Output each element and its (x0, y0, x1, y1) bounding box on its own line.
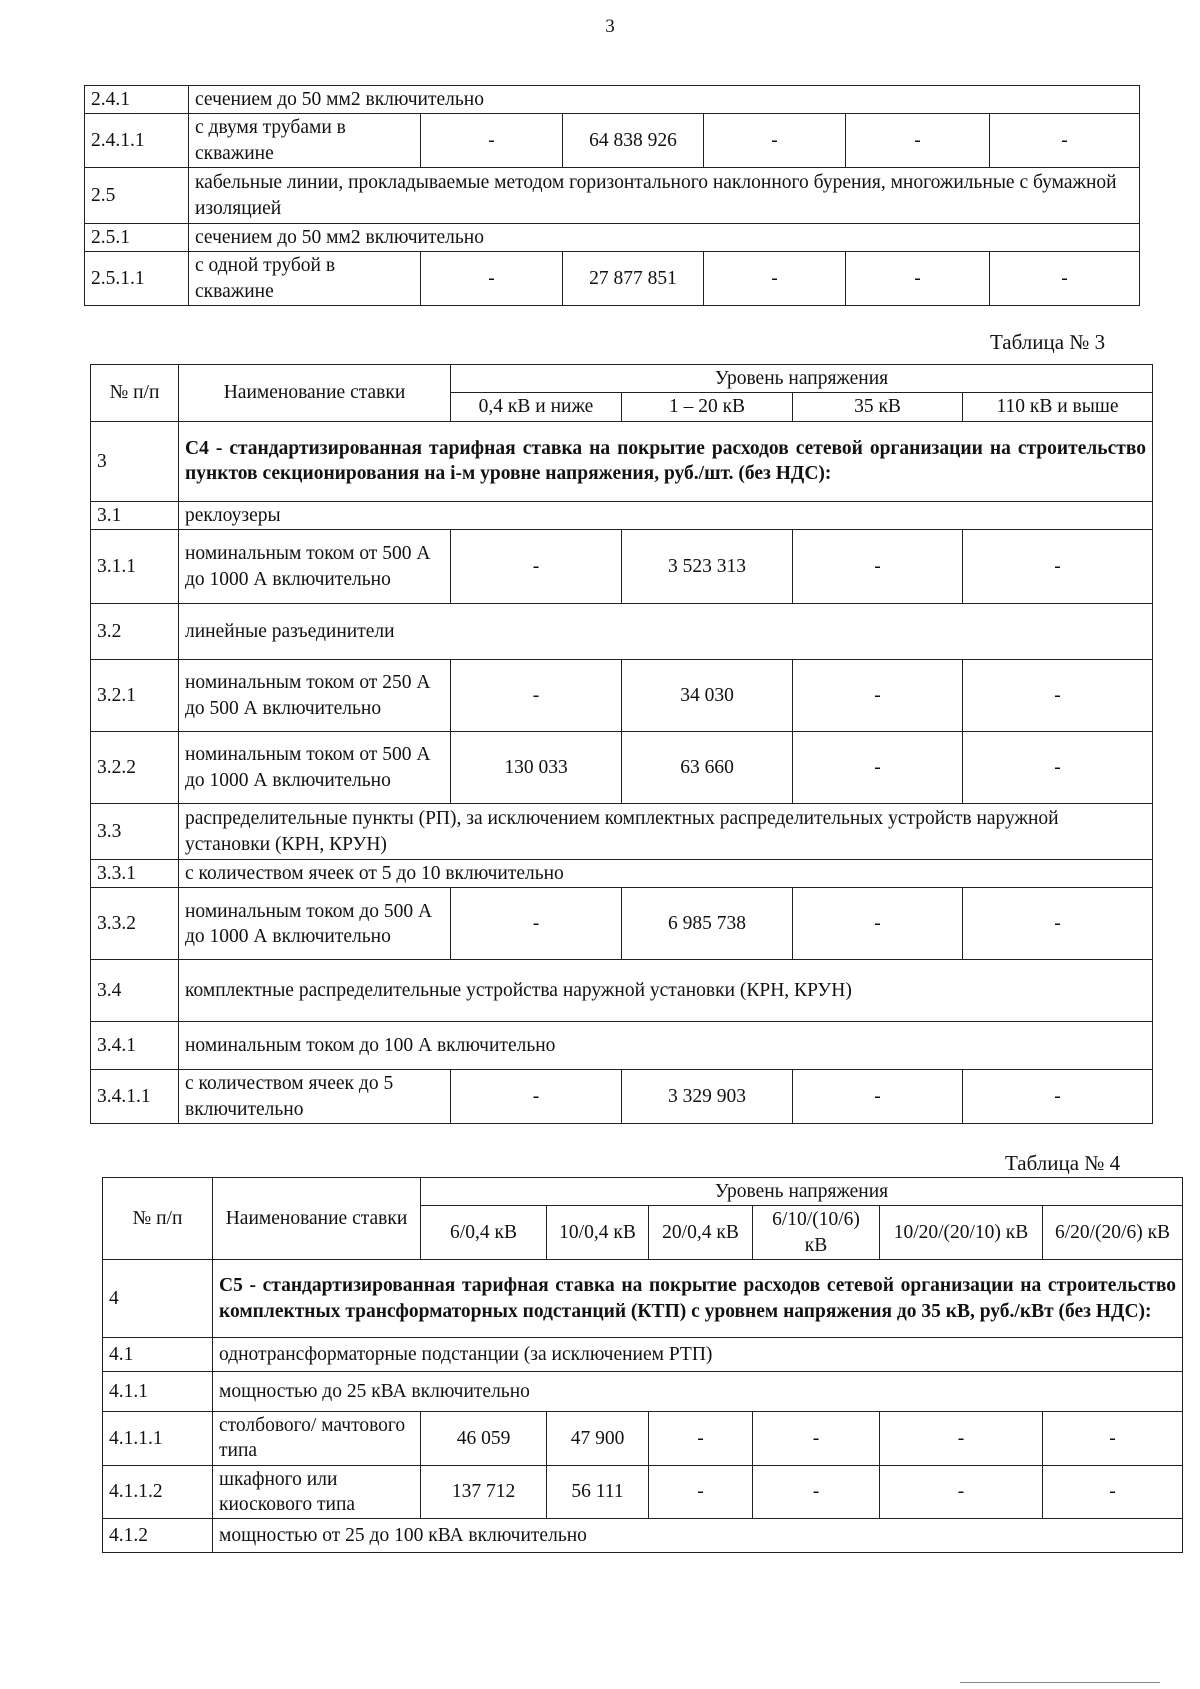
rate-name: номинальным током от 250 А до 500 А включительно (179, 660, 451, 732)
rate-value: - (846, 114, 990, 168)
header-level: 20/0,4 кВ (649, 1206, 753, 1260)
table-row (103, 1260, 1183, 1338)
table-row (85, 252, 1140, 306)
rate-value: 34 030 (622, 660, 793, 732)
header-level: 10/0,4 кВ (547, 1206, 649, 1260)
rate-value: - (793, 530, 963, 604)
table-4 (102, 1177, 1183, 1553)
row-number: 4.1.2 (103, 1519, 213, 1553)
rate-value: 130 033 (451, 732, 622, 804)
row-number: 2.4.1.1 (85, 114, 189, 168)
rate-name: однотрансформаторные подстанции (за исключением РТП) (213, 1338, 1183, 1372)
header-voltage-level: Уровень напряжения (421, 1178, 1183, 1206)
rate-value: - (846, 252, 990, 306)
row-number: 4.1 (103, 1338, 213, 1372)
rate-value: 3 329 903 (622, 1070, 793, 1124)
rate-name: номинальным током от 500 А до 1000 А включительно (179, 530, 451, 604)
header-level: 6/0,4 кВ (421, 1206, 547, 1260)
rate-value: - (963, 732, 1153, 804)
table-row (91, 530, 1153, 604)
row-number: 2.5.1 (85, 224, 189, 252)
rate-name: номинальным током от 500 А до 1000 А включительно (179, 732, 451, 804)
header-level: 6/20/(20/6) кВ (1043, 1206, 1183, 1260)
rate-value: 56 111 (547, 1465, 649, 1519)
rate-value: - (451, 888, 622, 960)
row-number: 3.2 (91, 604, 179, 660)
row-number: 3.3.1 (91, 860, 179, 888)
row-number: 2.5.1.1 (85, 252, 189, 306)
row-number: 3.4.1.1 (91, 1070, 179, 1124)
rate-title: С4 - стандартизированная тарифная ставка на покрытие расходов сетевой организации на строительство пунктов секционирования на i-м уровне напряжения, руб./шт. (без НДС): (179, 421, 1153, 501)
row-number: 3.3.2 (91, 888, 179, 960)
row-number: 3.1.1 (91, 530, 179, 604)
rate-value: - (649, 1465, 753, 1519)
rate-value: - (963, 888, 1153, 960)
table-row (91, 732, 1153, 804)
header-level: 6/10/(10/6) кВ (753, 1206, 880, 1260)
rate-value: 46 059 (421, 1412, 547, 1466)
rate-name: реклоузеры (179, 501, 1153, 529)
rate-name: с двумя трубами в скважине (189, 114, 421, 168)
row-number: 4.1.1.1 (103, 1412, 213, 1466)
table-row (103, 1412, 1183, 1466)
table-row (103, 1372, 1183, 1412)
rate-value: 63 660 (622, 732, 793, 804)
rate-value: - (451, 1070, 622, 1124)
table-row (91, 660, 1153, 732)
footer-rule (960, 1682, 1160, 1683)
rate-value: - (649, 1412, 753, 1466)
rate-name: номинальным током до 500 А до 1000 А включительно (179, 888, 451, 960)
rate-name: номинальным током до 100 А включительно (179, 1022, 1153, 1070)
row-number: 3.3 (91, 804, 179, 860)
rate-value: - (1043, 1465, 1183, 1519)
rate-value: 27 877 851 (563, 252, 704, 306)
rate-name: с одной трубой в скважине (189, 252, 421, 306)
row-number: 4.1.1.2 (103, 1465, 213, 1519)
header-level: 10/20/(20/10) кВ (880, 1206, 1043, 1260)
table-row (91, 1070, 1153, 1124)
header-level: 35 кВ (793, 393, 963, 421)
rate-value: - (753, 1465, 880, 1519)
table-row (91, 501, 1153, 529)
rate-name: столбового/ мачтового типа (213, 1412, 421, 1466)
header-name: Наименование ставки (213, 1178, 421, 1260)
rate-value: 64 838 926 (563, 114, 704, 168)
rate-value: - (963, 1070, 1153, 1124)
table-2-continued (84, 85, 1140, 306)
rate-name: распределительные пункты (РП), за исключением комплектных распределительных устройств наружной установки (КРН, КРУН) (179, 804, 1153, 860)
table-row (85, 168, 1140, 224)
table-3 (90, 364, 1153, 1124)
rate-value: - (990, 252, 1140, 306)
rate-value: - (793, 732, 963, 804)
rate-value: - (704, 114, 846, 168)
rate-value: - (753, 1412, 880, 1466)
row-number: 3 (91, 421, 179, 501)
rate-value: 47 900 (547, 1412, 649, 1466)
rate-name: мощностью до 25 кВА включительно (213, 1372, 1183, 1412)
rate-value: 6 985 738 (622, 888, 793, 960)
table-row (103, 1465, 1183, 1519)
rate-value: - (1043, 1412, 1183, 1466)
table-row (91, 960, 1153, 1022)
rate-value: - (793, 660, 963, 732)
rate-value: - (880, 1465, 1043, 1519)
page-number: 3 (605, 16, 615, 37)
header-voltage-level: Уровень напряжения (451, 365, 1153, 393)
rate-value: - (963, 660, 1153, 732)
table-row (85, 86, 1140, 114)
rate-name: линейные разъединители (179, 604, 1153, 660)
rate-value: 137 712 (421, 1465, 547, 1519)
rate-name: мощностью от 25 до 100 кВА включительно (213, 1519, 1183, 1553)
table-4-caption: Таблица № 4 (1005, 1151, 1121, 1175)
table-row (91, 804, 1153, 860)
row-number: 3.2.1 (91, 660, 179, 732)
rate-title: С5 - стандартизированная тарифная ставка на покрытие расходов сетевой организации на строительство комплектных трансформаторных подстанций (КТП) с уровнем напряжения до 35 кВ, руб./кВт (без НДС): (213, 1260, 1183, 1338)
table-row (91, 860, 1153, 888)
rate-name: сечением до 50 мм2 включительно (189, 86, 1140, 114)
rate-value: - (990, 114, 1140, 168)
row-number: 3.2.2 (91, 732, 179, 804)
header-level: 1 – 20 кВ (622, 393, 793, 421)
table-row (91, 604, 1153, 660)
rate-name: с количеством ячеек до 5 включительно (179, 1070, 451, 1124)
rate-name: комплектные распределительные устройства наружной установки (КРН, КРУН) (179, 960, 1153, 1022)
rate-value: 3 523 313 (622, 530, 793, 604)
rate-name: шкафного или киоскового типа (213, 1465, 421, 1519)
rate-value: - (793, 888, 963, 960)
header-num: № п/п (91, 365, 179, 422)
table-row (103, 1519, 1183, 1553)
header-level: 110 кВ и выше (963, 393, 1153, 421)
table-row (91, 421, 1153, 501)
row-number: 3.4 (91, 960, 179, 1022)
rate-name: кабельные линии, прокладываемые методом горизонтального наклонного бурения, многожильные с бумажной изоляцией (189, 168, 1140, 224)
rate-value: - (963, 530, 1153, 604)
table-3-caption: Таблица № 3 (990, 330, 1106, 354)
row-number: 4.1.1 (103, 1372, 213, 1412)
table-row (85, 224, 1140, 252)
rate-value: - (451, 530, 622, 604)
header-level: 0,4 кВ и ниже (451, 393, 622, 421)
rate-value: - (880, 1412, 1043, 1466)
rate-value: - (421, 252, 563, 306)
table-row (103, 1338, 1183, 1372)
row-number: 2.5 (85, 168, 189, 224)
rate-value: - (793, 1070, 963, 1124)
header-num: № п/п (103, 1178, 213, 1260)
rate-value: - (451, 660, 622, 732)
table-row (91, 888, 1153, 960)
rate-value: - (421, 114, 563, 168)
row-number: 4 (103, 1260, 213, 1338)
header-name: Наименование ставки (179, 365, 451, 422)
rate-value: - (704, 252, 846, 306)
table-row (85, 114, 1140, 168)
table-row (91, 1022, 1153, 1070)
row-number: 2.4.1 (85, 86, 189, 114)
row-number: 3.4.1 (91, 1022, 179, 1070)
rate-name: с количеством ячеек от 5 до 10 включительно (179, 860, 1153, 888)
rate-name: сечением до 50 мм2 включительно (189, 224, 1140, 252)
row-number: 3.1 (91, 501, 179, 529)
